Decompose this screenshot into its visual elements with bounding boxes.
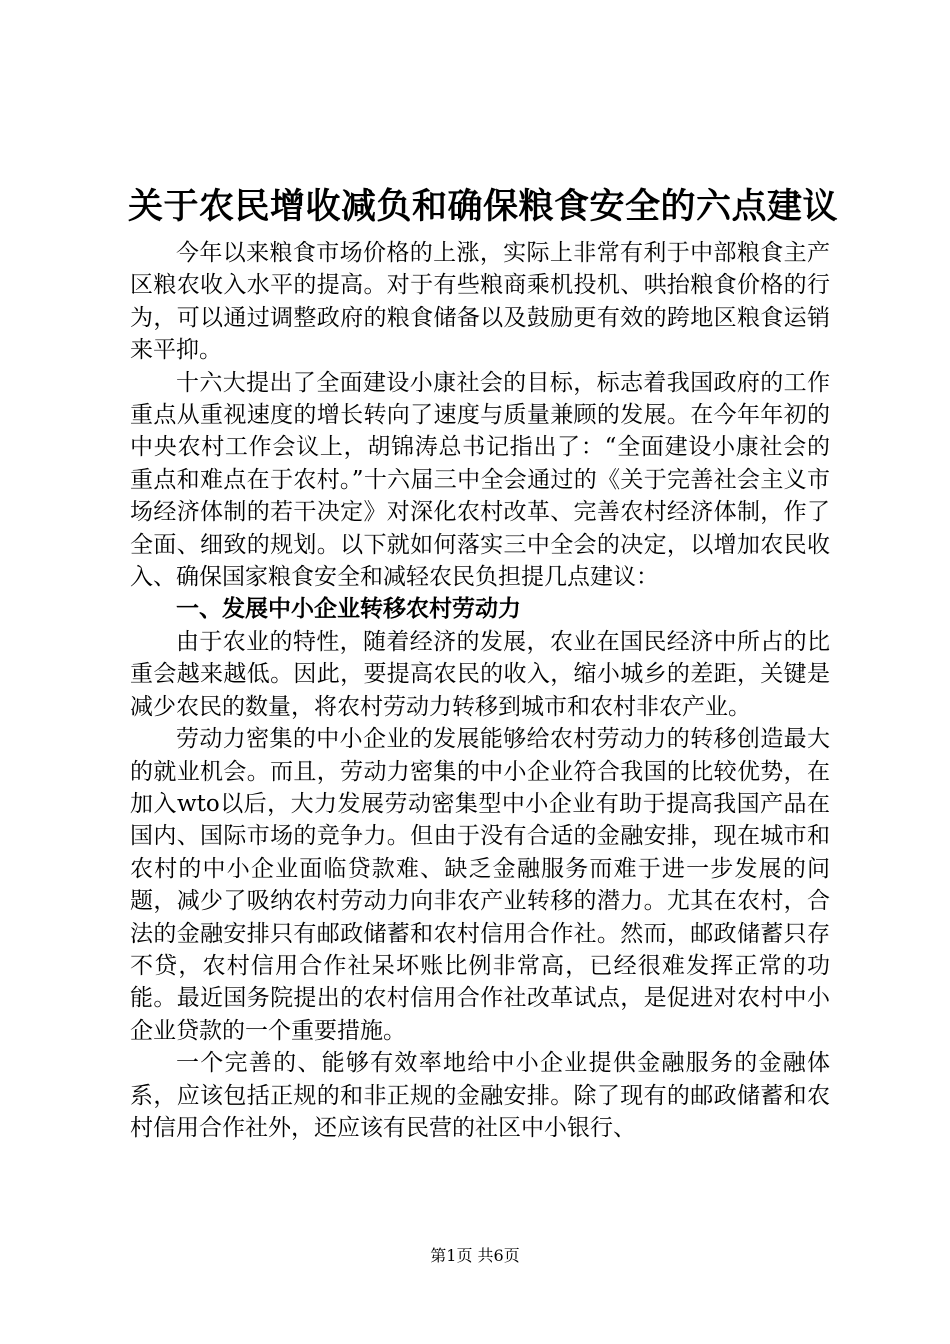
paragraph: 今年以来粮食市场价格的上涨，实际上非常有利于中部粮食主产区粮农收入水平的提高。对于有些粮商乘机投机、哄抬粮食价格的行为，可以通过调整政府的粮食储备以及鼓励更有效的跨地区粮食运销来平抑。	[130, 240, 830, 364]
paragraph: 由于农业的特性，随着经济的发展，农业在国民经济中所占的比重会越来越低。因此，要提高农民的收入，缩小城乡的差距，关键是减少农民的数量，将农村劳动力转移到城市和农村非农产业。	[130, 628, 830, 720]
document-title: 关于农民增收减负和确保粮食安全的六点建议	[128, 187, 839, 227]
page-footer: 第1页 共6页	[430, 1246, 520, 1265]
paragraph: 十六大提出了全面建设小康社会的目标，标志着我国政府的工作重点从重视速度的增长转向了速度与质量兼顾的发展。在今年年初的中央农村工作会议上，胡锦涛总书记指出了：“全面建设小康社会的重点和难点在于农村。”十六届三中全会通过的《关于完善社会主义市场经济体制的若干决定》对深化农村改革、完善农村经济体制，作了全面、细致的规划。以下就如何落实三中全会的决定，以增加农民收入、确保国家粮食安全和减轻农民负担提几点建议：	[130, 369, 830, 591]
paragraph: 劳动力密集的中小企业的发展能够给农村劳动力的转移创造最大的就业机会。而且，劳动力密集的中小企业符合我国的比较优势，在加入wto以后，大力发展劳动密集型中小企业有助于提高我国产品在国内、国际市场的竞争力。但由于没有合适的金融安排，现在城市和农村的中小企业面临贷款难、缺乏金融服务而难于进一步发展的问题，减少了吸纳农村劳动力向非农产业转移的潜力。尤其在农村，合法的金融安排只有邮政储蓄和农村信用合作社。然而，邮政储蓄只存不贷，农村信用合作社呆坏账比例非常高，已经很难发挥正常的功能。最近国务院提出的农村信用合作社改革试点，是促进对农村中小企业贷款的一个重要措施。	[130, 726, 830, 1044]
section-heading: 一、发展中小企业转移农村劳动力	[176, 596, 521, 623]
paragraph: 一个完善的、能够有效率地给中小企业提供金融服务的金融体系，应该包括正规的和非正规的金融安排。除了现有的邮政储蓄和农村信用合作社外，还应该有民营的社区中小银行、	[130, 1050, 830, 1141]
document-body	[130, 237, 830, 1144]
